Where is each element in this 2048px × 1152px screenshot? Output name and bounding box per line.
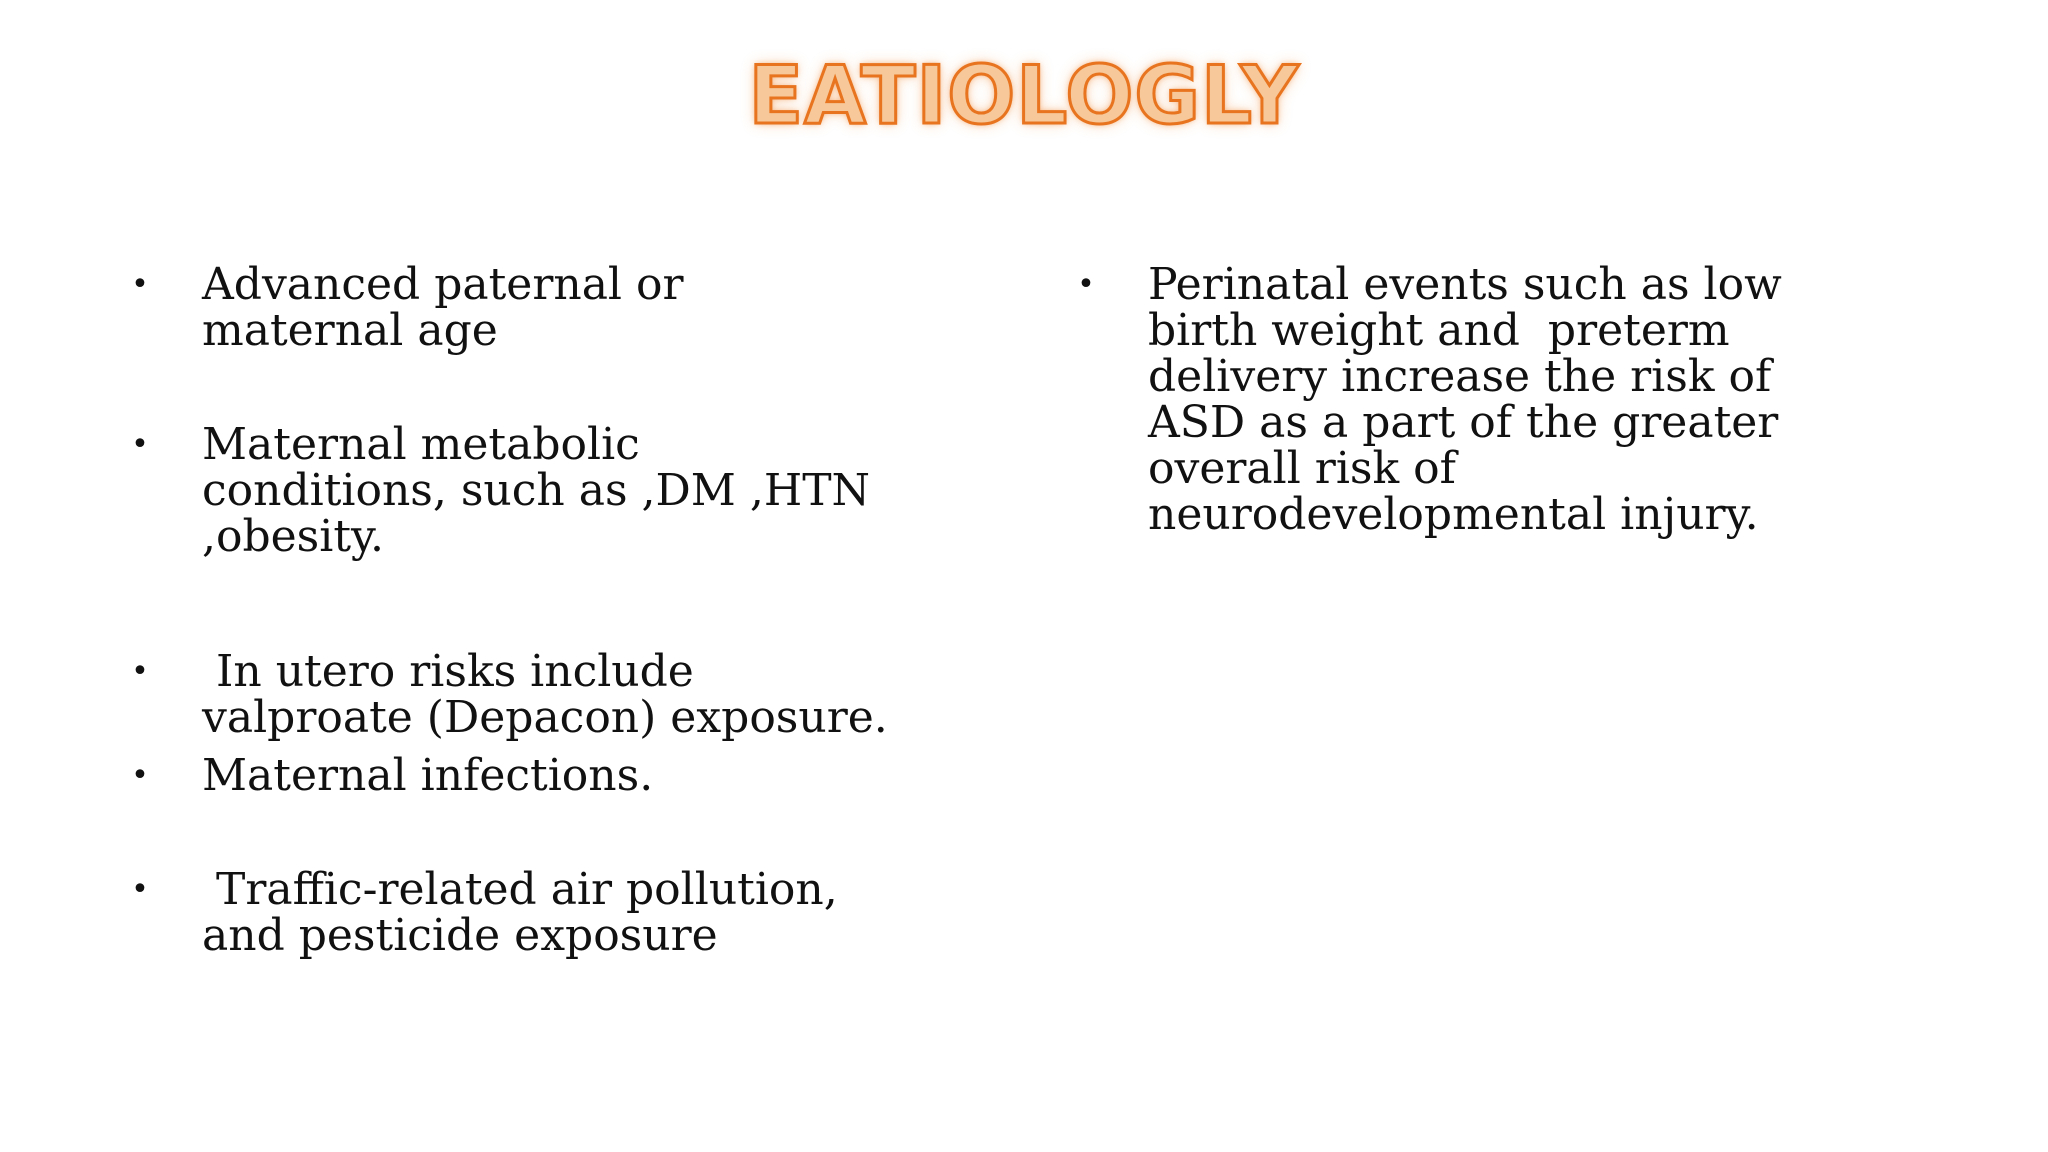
list-item-line: neurodevelopmental injury. <box>1148 489 1759 540</box>
list-item <box>120 646 1020 743</box>
bullet-icon: • <box>131 427 149 462</box>
left-bullet-list <box>120 259 1020 961</box>
list-item-line: valproate (Depacon) exposure. <box>202 692 888 743</box>
bullet-icon: • <box>131 267 149 302</box>
bullet-icon: • <box>131 758 149 793</box>
list-item <box>120 750 1020 801</box>
bullet-icon: • <box>131 872 149 907</box>
list-item <box>1066 259 1966 540</box>
list-item <box>120 259 1020 356</box>
list-item <box>120 864 1020 961</box>
list-item-line: conditions, such as ,DM ,HTN <box>202 465 871 516</box>
list-item-line: Traffic-related air pollution, <box>202 864 838 915</box>
list-item-line: Maternal infections. <box>202 750 654 801</box>
right-bullet-list <box>1066 259 1966 540</box>
list-item-line: maternal age <box>202 305 498 356</box>
list-item-line: In utero risks include <box>202 646 694 697</box>
list-item <box>120 419 1020 562</box>
list-item-line: Perinatal events such as low <box>1148 259 1782 310</box>
list-item-line: and pesticide exposure <box>202 910 718 961</box>
list-item-line: overall risk of <box>1148 443 1456 494</box>
slide-title: EATIOLOGLY <box>748 49 1300 142</box>
bullet-icon: • <box>1077 267 1095 302</box>
list-item-line: Advanced paternal or <box>202 259 684 310</box>
list-item-line: ,obesity. <box>202 511 385 562</box>
list-item-line: ASD as a part of the greater <box>1148 397 1779 448</box>
bullet-icon: • <box>131 654 149 689</box>
list-item-line: Maternal metabolic <box>202 419 640 470</box>
list-item-line: birth weight and preterm <box>1148 305 1730 356</box>
list-item-line: delivery increase the risk of <box>1148 351 1772 402</box>
